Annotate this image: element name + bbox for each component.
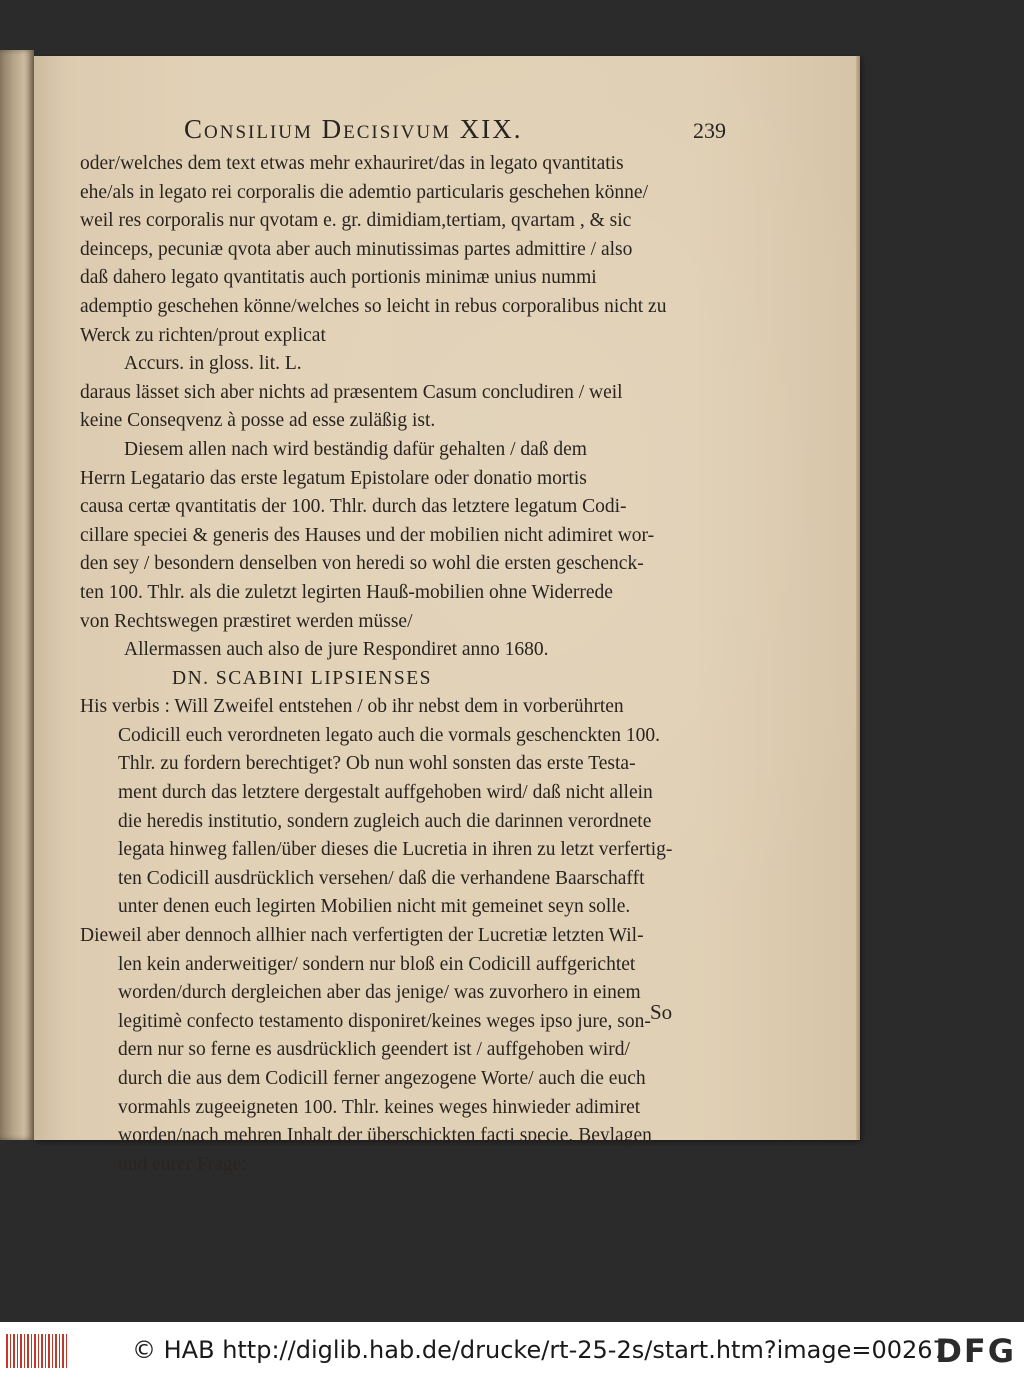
text-line: Werck zu richten/prout explicat — [80, 324, 326, 346]
text-line: Diesem allen nach wird beständig dafür gehalten / daß dem — [124, 438, 587, 460]
text-line: Herrn Legatario das erste legatum Epistolare oder donatio mortis — [80, 467, 587, 489]
text-line: ten 100. Thlr. als die zuletzt legirten Hauß-mobilien ohne Widerrede — [80, 581, 613, 603]
catchword: So — [650, 1000, 673, 1024]
text-line: die heredis institutio, sondern zugleich auch die darinnen verordnete — [118, 810, 652, 832]
dfg-logo: DFG — [935, 1332, 1016, 1370]
text-line: oder/welches dem text etwas mehr exhauriret/das in legato qvantitatis — [80, 153, 624, 174]
text-line: Codicill euch verordneten legato auch die vormals geschenckten 100. — [118, 724, 661, 746]
text-line: deinceps, pecuniæ qvota aber auch minutissimas partes admittire / also — [80, 238, 633, 260]
text-line: worden/nach mehren Inhalt der überschickten facti specie, Beylagen — [118, 1125, 652, 1147]
running-head — [184, 114, 724, 154]
text-line: ehe/als in legato rei corporalis die ademtio particularis geschehen könne/ — [80, 181, 648, 203]
text-line: Dieweil aber dennoch allhier nach verfertigten der Lucretiæ letzten Wil- — [80, 925, 644, 947]
text-line: worden/durch dergleichen aber das jenige/ was zuvorhero in einem — [118, 982, 641, 1004]
text-line: len kein anderweitiger/ sondern nur bloß ein Codicill auffgerichtet — [118, 953, 636, 975]
previous-leaf-edge — [0, 50, 34, 1140]
footer-bar — [0, 1322, 1024, 1381]
text-line: von Rechtswegen præstiret werden müsse/ — [80, 610, 413, 632]
text-line: weil res corporalis nur qvotam e. gr. dimidiam,tertiam, qvartam , & sic — [80, 210, 632, 232]
text-line: Thlr. zu fordern berechtiget? Ob nun wohl sonsten das erste Testa- — [118, 753, 636, 775]
text-line: legitimè confecto testamento disponiret/keines weges ipso jure, son- — [118, 1010, 651, 1032]
text-line: durch die aus dem Codicill ferner angezogene Worte/ auch die euch — [118, 1068, 646, 1089]
text-line: ment durch das letztere dergestalt auffgehoben wird/ daß nicht allein — [118, 782, 653, 804]
text-line: unter denen euch legirten Mobilien nicht mit gemeinet seyn solle. — [118, 896, 631, 918]
text-line: causa certæ qvantitatis der 100. Thlr. durch das letztere legatum Codi- — [80, 496, 627, 518]
page-edge — [856, 56, 860, 1140]
text-line: Allermassen auch also de jure Respondiret anno 1680. — [124, 639, 549, 661]
text-line: und eurer Frage: — [118, 1153, 247, 1175]
text-line: DN. SCABINI LIPSIENSES — [172, 667, 432, 689]
barcode-icon — [6, 1334, 68, 1368]
text-line: daraus lässet sich aber nichts ad præsentem Casum concludiren / weil — [80, 381, 623, 403]
text-line: dern nur so ferne es ausdrücklich geendert ist / auffgehoben wird/ — [118, 1039, 630, 1061]
page-number: 239 — [693, 118, 726, 143]
page-text-block — [80, 150, 710, 1179]
text-line: His verbis : Will Zweifel entstehen / ob ihr nebst dem in vorberührten — [80, 696, 624, 718]
text-line: legata hinweg fallen/über dieses die Lucretia in ihren zu letzt verfertig- — [118, 839, 673, 861]
copyright-url[interactable]: © HAB http://diglib.hab.de/drucke/rt-25-2s/start.htm?image=00267 — [132, 1336, 948, 1364]
text-line: ten Codicill ausdrücklich versehen/ daß die verhandene Baarschafft — [118, 867, 645, 889]
book-page — [34, 56, 860, 1175]
text-line: keine Conseqvenz à posse ad esse zuläßig ist. — [80, 410, 436, 432]
text-line: den sey / besondern denselben von heredi so wohl die ersten geschenck- — [80, 553, 644, 575]
running-title: Consilium Decisivum XIX. — [184, 114, 523, 144]
text-line: ademptio geschehen könne/welches so leicht in rebus corporalibus nicht zu — [80, 295, 667, 317]
text-line: cillare speciei & generis des Hauses und der mobilien nicht adimiret wor- — [80, 524, 655, 546]
text-line: Accurs. in gloss. lit. L. — [124, 353, 302, 375]
text-line: vormahls zugeeigneten 100. Thlr. keines weges hinwieder adimiret — [118, 1096, 641, 1118]
text-line: daß dahero legato qvantitatis auch portionis minimæ unius nummi — [80, 267, 597, 289]
